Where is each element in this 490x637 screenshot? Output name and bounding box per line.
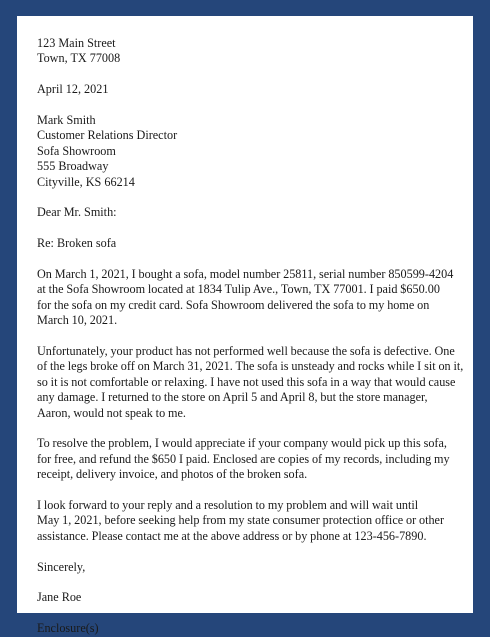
recipient-address: [37, 113, 455, 190]
closing-text: Sincerely,: [37, 559, 86, 574]
subject-line: [37, 236, 455, 251]
paragraph-line: so it is not comfortable or relaxing. I have not used this sofa in a way that would cause: [37, 374, 456, 389]
body-paragraph-4: [37, 498, 455, 544]
paragraph-line: assistance. Please contact me at the above address or by phone at 123-456-7890.: [37, 528, 427, 543]
paragraph-line: March 10, 2021.: [37, 313, 118, 328]
recipient-company: Sofa Showroom: [37, 143, 116, 158]
recipient-name: Mark Smith: [37, 113, 96, 127]
enclosure-note: [37, 621, 455, 636]
signature-name: Jane Roe: [37, 590, 82, 605]
sender-address: [37, 36, 455, 67]
signature: [37, 590, 455, 605]
paragraph-line: at the Sofa Showroom located at 1834 Tulip Ave., Town, TX 77001. I paid $650.00: [37, 282, 440, 297]
salutation-text: Dear Mr. Smith:: [37, 205, 117, 220]
letter-page: [17, 16, 473, 636]
subject-text: Re: Broken sofa: [37, 236, 117, 251]
paragraph-line: receipt, delivery invoice, and photos of the broken sofa.: [37, 467, 308, 482]
paragraph-line: of the legs broke off on March 31, 2021. The sofa is unsteady and rocks while I sit on it,: [37, 359, 464, 374]
body-paragraph-1: [37, 267, 455, 329]
recipient-city: Cityville, KS 66214: [37, 174, 135, 189]
paragraph-line: To resolve the problem, I would appreciate if your company would pick up this sofa,: [37, 436, 447, 451]
sender-city: Town, TX 77008: [37, 51, 121, 66]
recipient-title: Customer Relations Director: [37, 128, 178, 143]
body-paragraph-3: [37, 436, 455, 482]
letter-date: [37, 82, 455, 97]
paragraph-line: Aaron, would not speak to me.: [37, 405, 186, 420]
paragraph-line: On March 1, 2021, I bought a sofa, model number 25811, serial number 850599-4204: [37, 267, 454, 282]
salutation: [37, 205, 455, 220]
enclosure-text: Enclosure(s): [37, 621, 99, 636]
sender-street: 123 Main Street: [37, 36, 116, 50]
body-paragraph-2: [37, 344, 464, 421]
paragraph-line: I look forward to your reply and a resolution to my problem and will wait until: [37, 498, 419, 513]
closing: [37, 560, 455, 575]
date-text: April 12, 2021: [37, 82, 109, 97]
paragraph-line: Unfortunately, your product has not performed well because the sofa is defective. One: [37, 344, 455, 359]
recipient-street: 555 Broadway: [37, 159, 109, 174]
paragraph-line: for free, and refund the $650 I paid. Enclosed are copies of my records, including my: [37, 451, 450, 466]
paragraph-line: May 1, 2021, before seeking help from my state consumer protection office or other: [37, 513, 445, 528]
paragraph-line: any damage. I returned to the store on April 5 and April 8, but the store manager,: [37, 390, 428, 405]
paragraph-line: for the sofa on my credit card. Sofa Showroom delivered the sofa to my home on: [37, 297, 430, 312]
